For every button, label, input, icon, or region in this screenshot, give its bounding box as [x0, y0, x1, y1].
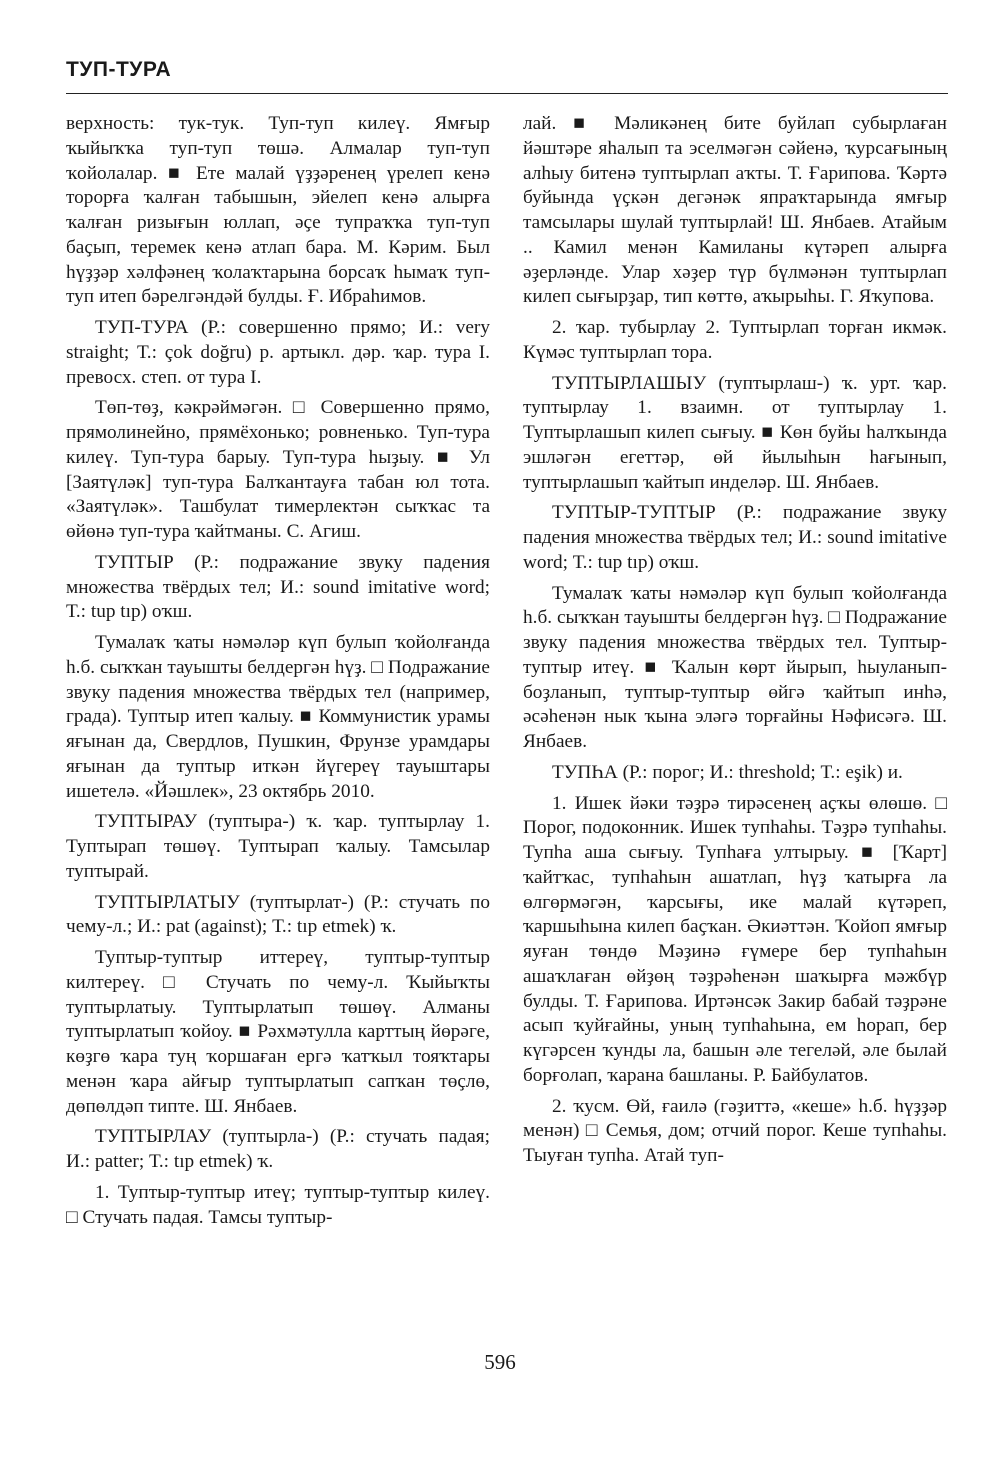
- entry-paragraph: ТУПТЫРЛАУ (туптырла-) (Р.: стучать падая; И.: patter; Т.: tıp etmek) ҡ.: [66, 1126, 490, 1172]
- entry-paragraph: ТУПҺА (Р.: порог; И.: threshold; Т.: eşik) и.: [552, 761, 903, 783]
- header-rule: [66, 93, 948, 94]
- running-head: ТУП-ТУРА: [66, 58, 172, 81]
- left-column: [66, 112, 490, 1236]
- entry-paragraph: Туптыр-туптыр иттереү, туптыр-туптыр килтереү. □ Стучать по чему-л. Ҡыйыҡты туптырлатыу. Туптырлатып төшөү. Алманы туптырлатып ҡойоу. ■ Рәхмәтулла карттың йөрәге, көҙгө ҡара туң ҡоршаған ергә ҡатҡыл тояҡтары менән ҡара айғыр туптырлатып сапҡан төҫлө, дөпөлдәп типте. Ш. Янбаев.: [66, 947, 490, 1117]
- entry-paragraph: 2. ҡусм. Өй, ғаилә (гәҙиттә, «кеше» һ.б. һүҙҙәр менән) □ Семья, дом; отчий порог. Кеше тупһаһы. Тыуған тупһа. Атай туп-: [523, 1095, 947, 1166]
- entry-paragraph: Төп-төҙ, кәкрәймәгән. □ Совершенно прямо, прямолинейно, прямёхонько; ровненько. Туп-тура килеү. Туп-тура барыу. Туп-тура һыҙыу. ■ Ул [Заятүләк] туп-тура Балҡантауға табан юл тота. «Заятүләк». Ташбулат тимерлектән сыҡҡас та өйөнә туп-тура ҡайтманы. С. Агиш.: [66, 397, 490, 542]
- entry-paragraph: ТУПТЫРАУ (туптыра-) ҡ. ҡар. туптырлау 1. Туптырап төшөү. Туптырап ҡалыу. Тамсылар туптырай.: [66, 811, 490, 882]
- page-number: 596: [484, 1350, 516, 1374]
- entry-paragraph: 2. ҡар. тубырлау 2. Туптырлап торған икмәк. Күмәс туптырлап тора.: [523, 317, 947, 363]
- entry-paragraph: верхность: тук-тук. Туп-туп килеү. Ямғыр ҡыйыҡҡа туп-туп төшә. Алмалар туп-туп ҡойолалар. ■ Ете малай үҙҙәренең үрелеп кенә торорға ҡалған табышын, эйелеп кенә алырға ҡалған ризығын юллап, əҫе тупраҡҡа туп-туп баҫып, теремек кенə атлап бара. М. Кәрим. Был һүҙҙәр хәлфәнең ҡолаҡтарына борсаҡ һымаҡ туп-туп итеп бәрелгәндәй булды. Ғ. Ибраһимов.: [66, 113, 490, 308]
- entry-paragraph: Тумалаҡ ҡаты нәмәләр күп булып ҡойолғанда һ.б. сыҡҡан тауышты белдергән һүҙ. □ Подражание звуку падения множества твёрдых тел (например, града). Туптыр итеп ҡалыу. ■ Коммунистик урамы яғынан да, Свердлов, Пушкин, Фрунзе урамдары яғынан да туптыр иткән йүгерeү тауыштары ишетелә. «Йәшлек», 23 октябрь 2010.: [66, 632, 490, 802]
- entry-paragraph: лай. ■ Мәликәнең бите буйлап субырлаған йәштәре яһалып та эселмәгән сәйенә, ҡурсағының алһыу битенә туптырлап аҡты. Т. Ғарипова. Ҡәртә буйында үҫкән дегәнәк япраҡтарында ямғыр тамсылары шулай туптырлай! Ш. Янбаев. Атайым .. Камил менән Камиланы күтәреп алырға әҙерләнде. Улар хәҙер түр бүлмәнән туптырлап килеп сығырҙар, тип көттө, аҡырыһы. Г. Яҡупова.: [523, 113, 947, 308]
- entry-paragraph: 1. Ишек йәки тәҙрә тирәсенең аҫҡы өлөшө. □ Порог, подоконник. Ишек тупһаһы. Тәҙрә тупһаһы. Тупһа аша сығыу. Тупһаға ултырыу. ■ [Ҡарт] ҡайтҡас, тупһаһын ашатлап, һүҙ ҡатырға ла өлгөрмәгән, ҡарсығы, ике малай күтәреп, ҡаршыһына килеп баҫҡан. Әкиәттән. Ҡойоп ямғыр яуған төндө Мәҙинә ғүмере бер тупһаһын ашаҡлаған өйҙөң тәҙрәһенән шаҡырға мәжбүр булды. Т. Ғарипова. Иртәнсәк Закир бабай тәҙрәне асып ҡуйғайны, уның тупһаһына, ем һорап, бер күгәрсен ҡунды ла, башын әле тегеләй, әле былай борғолап, ҡарана башланы. Р. Байбулатов.: [523, 792, 947, 1086]
- right-column: [523, 112, 947, 1175]
- entry-paragraph: ТУПТЫР-ТУПТЫР (Р.: подражание звуку падения множества твёрдых тел; И.: sound imitative word; Т.: tup tıp) оҡш.: [523, 502, 947, 573]
- entry-paragraph: ТУПТЫР (Р.: подражание звуку падения множества твёрдых тел; И.: sound imitative word; Т.: tup tıp) оҡш.: [66, 551, 490, 623]
- entry-paragraph: ТУПТЫРЛАТЫУ (туптырлат-) (Р.: стучать по чему-л.; И.: pat (against); Т.: tıp etmek) ҡ.: [66, 891, 490, 938]
- entry-paragraph: Тумалаҡ ҡаты нәмәләр күп булып ҡойолғанда һ.б. сыҡҡан тауышты белдергән һүҙ. □ Подражание звуку падения множества твёрдых тел. Туптыр-туптыр итеү. ■ Ҡалын көрт йырып, һыуланып-боҙланып, туптыр-туптыр өйгә ҡайтып инһә, әсәһенән нык ҡына эләгә торғайны Нәфисәгә. Ш. Янбаев.: [523, 582, 947, 752]
- entry-paragraph: ТУП-ТУРА (Р.: совершенно прямо; И.: very straight; Т.: çok doğru) р. артыкл. дәр. ҡар. тура I. превосх. степ. от тура I.: [66, 317, 490, 388]
- entry-paragraph: ТУПТЫРЛАШЫУ (туптырлаш-) ҡ. урт. ҡар. туптырлау 1. взаимн. от туптырлау 1. Туптырлашып килеп сығыу. ■ Көн буйы һалҡында эшләгән егеттәр, өй йылыһын һағынып, туптырлашып ҡайтып инделәр. Ш. Янбаев.: [523, 372, 947, 493]
- entry-paragraph: 1. Туптыр-туптыр итеү; туптыр-туптыр килеү. □ Стучать падая. Тамсы туптыр-: [66, 1181, 490, 1228]
